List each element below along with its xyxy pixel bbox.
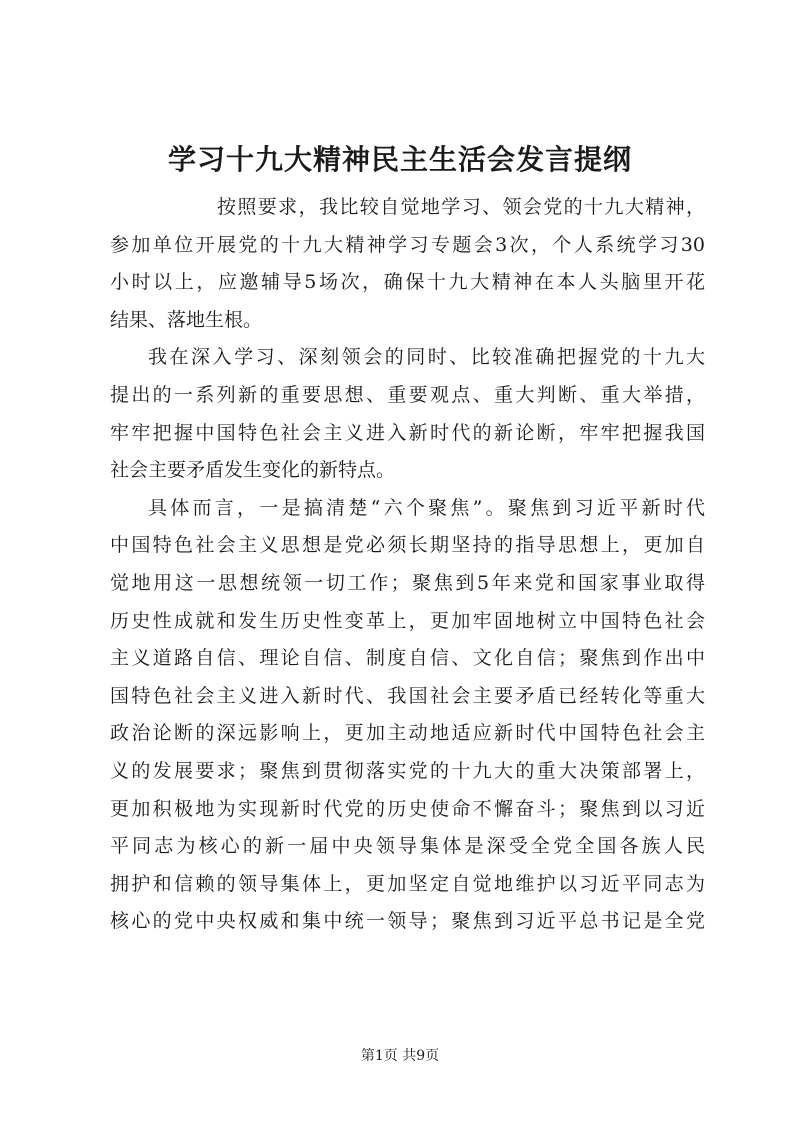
paragraph-1-line-4: 结果、落地生根。 <box>110 308 263 331</box>
paragraph-2-line-2: 提出的一系列新的重要思想、重要观点、重大判断、重大举措， <box>110 383 705 406</box>
paragraph-1-line-2: 参加单位开展党的十九大精神学习专题会3次，个人系统学习30 <box>110 233 705 256</box>
paragraph-3-line-3: 觉地用这一思想统领一切工作；聚焦到5年来党和国家事业取得 <box>110 571 705 594</box>
paragraph-3-line-9: 更加积极地为实现新时代党的历史使命不懈奋斗；聚焦到以习近 <box>110 797 705 820</box>
document-body <box>110 189 705 941</box>
page-footer: 第1页 共9页 <box>360 1048 440 1064</box>
paragraph-3-line-2: 中国特色社会主义思想是党必须长期坚持的指导思想上，更加自 <box>110 534 705 557</box>
paragraph-2-line-4: 社会主要矛盾发生变化的新特点。 <box>110 459 396 482</box>
paragraph-1-line-3: 小时以上，应邀辅导5场次，确保十九大精神在本人头脑里开花 <box>110 271 705 294</box>
document-title: 学习十九大精神民主生活会发言提纲 <box>167 143 632 176</box>
paragraph-3-line-7: 政治论断的深远影响上，更加主动地适应新时代中国特色社会主 <box>110 722 705 745</box>
paragraph-3-line-10: 平同志为核心的新一届中央领导集体是深受全党全国各族人民 <box>110 835 705 858</box>
paragraph-2-line-1: 我在深入学习、深刻领会的同时、比较准确把握党的十九大 <box>148 346 705 369</box>
paragraph-3-line-12: 核心的党中央权威和集中统一领导；聚焦到习近平总书记是全党 <box>110 910 705 933</box>
paragraph-3-line-1: 具体而言，一是搞清楚“六个聚焦”。聚焦到习近平新时代 <box>148 496 705 519</box>
paragraph-3-line-11: 拥护和信赖的领导集体上，更加坚定自觉地维护以习近平同志为 <box>110 872 705 895</box>
paragraph-1-line-1: 按照要求，我比较自觉地学习、领会党的十九大精神， <box>217 196 705 218</box>
paragraph-2-line-3: 牢牢把握中国特色社会主义进入新时代的新论断，牢牢把握我国 <box>110 421 705 444</box>
paragraph-3-line-4: 历史性成就和发生历史性变革上，更加牢固地树立中国特色社会 <box>110 609 705 632</box>
paragraph-3-line-5: 主义道路自信、理论自信、制度自信、文化自信；聚焦到作出中 <box>110 647 705 670</box>
paragraph-3-line-8: 义的发展要求；聚焦到贯彻落实党的十九大的重大决策部署上， <box>110 759 705 782</box>
paragraph-3-line-6: 国特色社会主义进入新时代、我国社会主要矛盾已经转化等重大 <box>110 684 705 707</box>
